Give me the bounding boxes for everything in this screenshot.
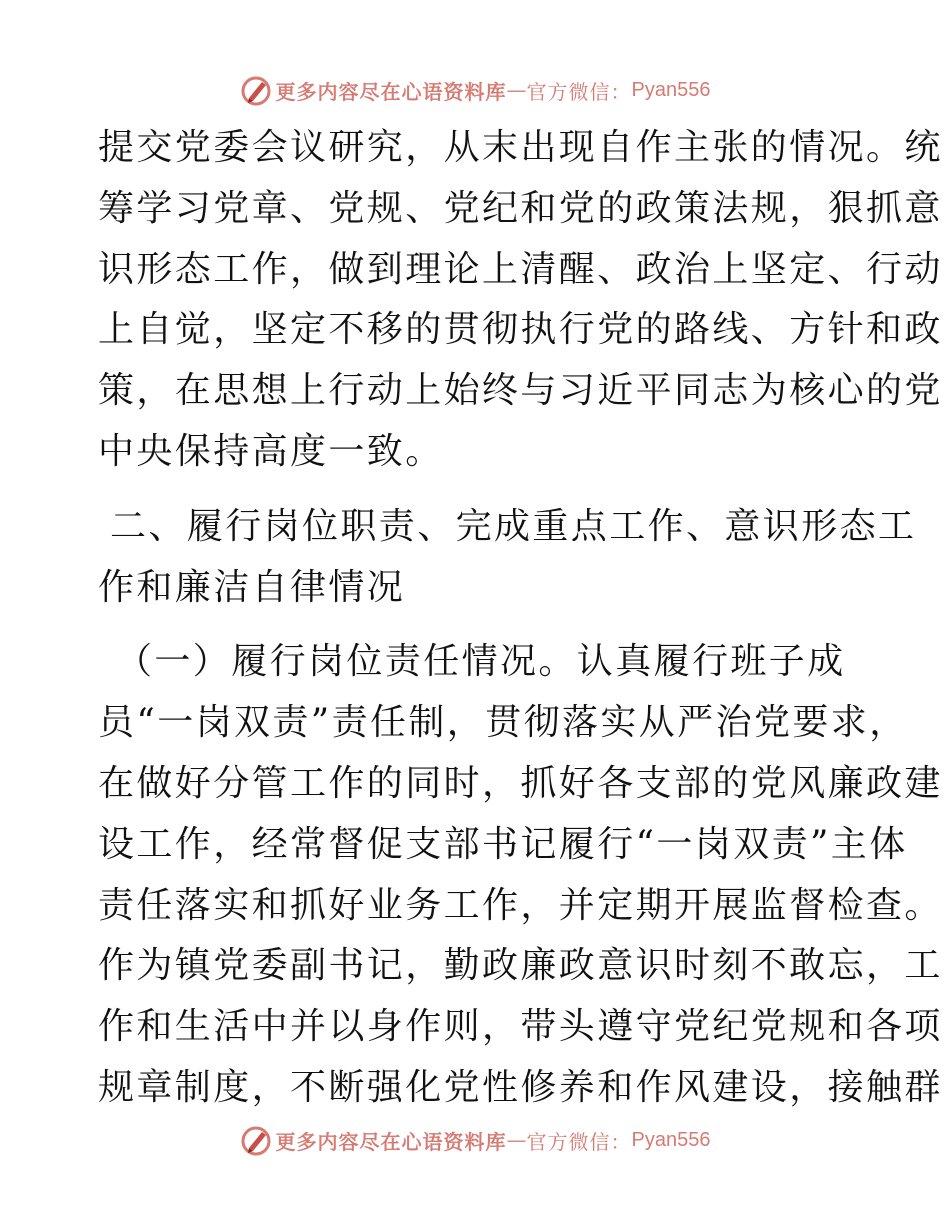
text-line: 作为镇党委副书记，勤政廉政意识时刻不敢忘，工 (98, 945, 943, 987)
watermark-wechat-id: Pyan556 (631, 78, 711, 101)
text-line: 在做好分管工作的同时，抓好各支部的党风廉政建 (98, 762, 943, 804)
text-line: 作和生活中并以身作则，带头遵守党纪党规和各项 (98, 1006, 943, 1048)
heading-line: 二、履行岗位职责、完成重点工作、意识形态工 (110, 505, 917, 547)
text-line: 识形态工作，做到理论上清醒、政治上坚定、行动 (98, 248, 943, 290)
text-line: 策，在思想上行动上始终与习近平同志为核心的党 (98, 370, 943, 412)
watermark-footer (0, 1120, 950, 1160)
watermark-official-label: 官方微信： (526, 79, 632, 104)
watermark-separator: — (506, 78, 527, 102)
text-line: 员“一岗双责”责任制，贯彻落实从严治党要求， (98, 702, 908, 744)
watermark-official-label: 官方微信： (526, 1129, 632, 1154)
watermark-separator: — (506, 1128, 527, 1152)
text-line: 提交党委会议研究，从末出现自作主张的情况。统 (98, 127, 943, 168)
text-line: （一）履行岗位责任情况。认真履行班子成 (116, 641, 846, 683)
paragraph-2 (98, 632, 943, 1118)
watermark-wechat-id: Pyan556 (631, 1128, 711, 1151)
document-body (98, 118, 943, 1119)
text-line: 上自觉，坚定不移的贯彻执行党的路线、方针和政 (98, 309, 943, 351)
section-heading-2 (98, 497, 917, 619)
pen-logo-icon (240, 1124, 272, 1156)
paragraph-gap (98, 483, 858, 497)
paragraph-gap (98, 618, 858, 632)
watermark-header (0, 70, 950, 110)
text-line: 责任落实和抓好业务工作，并定期开展监督检查。 (98, 884, 943, 926)
text-line: 设工作，经常督促支部书记履行“一岗双责”主体 (98, 823, 908, 865)
heading-line: 作和廉洁自律情况 (98, 566, 406, 608)
text-line: 筹学习党章、党规、党纪和党的政策法规，狠抓意 (98, 187, 943, 229)
text-line: 中央保持高度一致。 (98, 430, 444, 472)
text-line: 规章制度，不断强化党性修养和作风建设，接触群 (98, 1066, 943, 1108)
paragraph-1 (98, 118, 943, 483)
pen-logo-icon (240, 74, 272, 106)
watermark-main-text: 更多内容尽在心语资料库 (275, 79, 507, 104)
watermark-main-text: 更多内容尽在心语资料库 (275, 1129, 507, 1154)
